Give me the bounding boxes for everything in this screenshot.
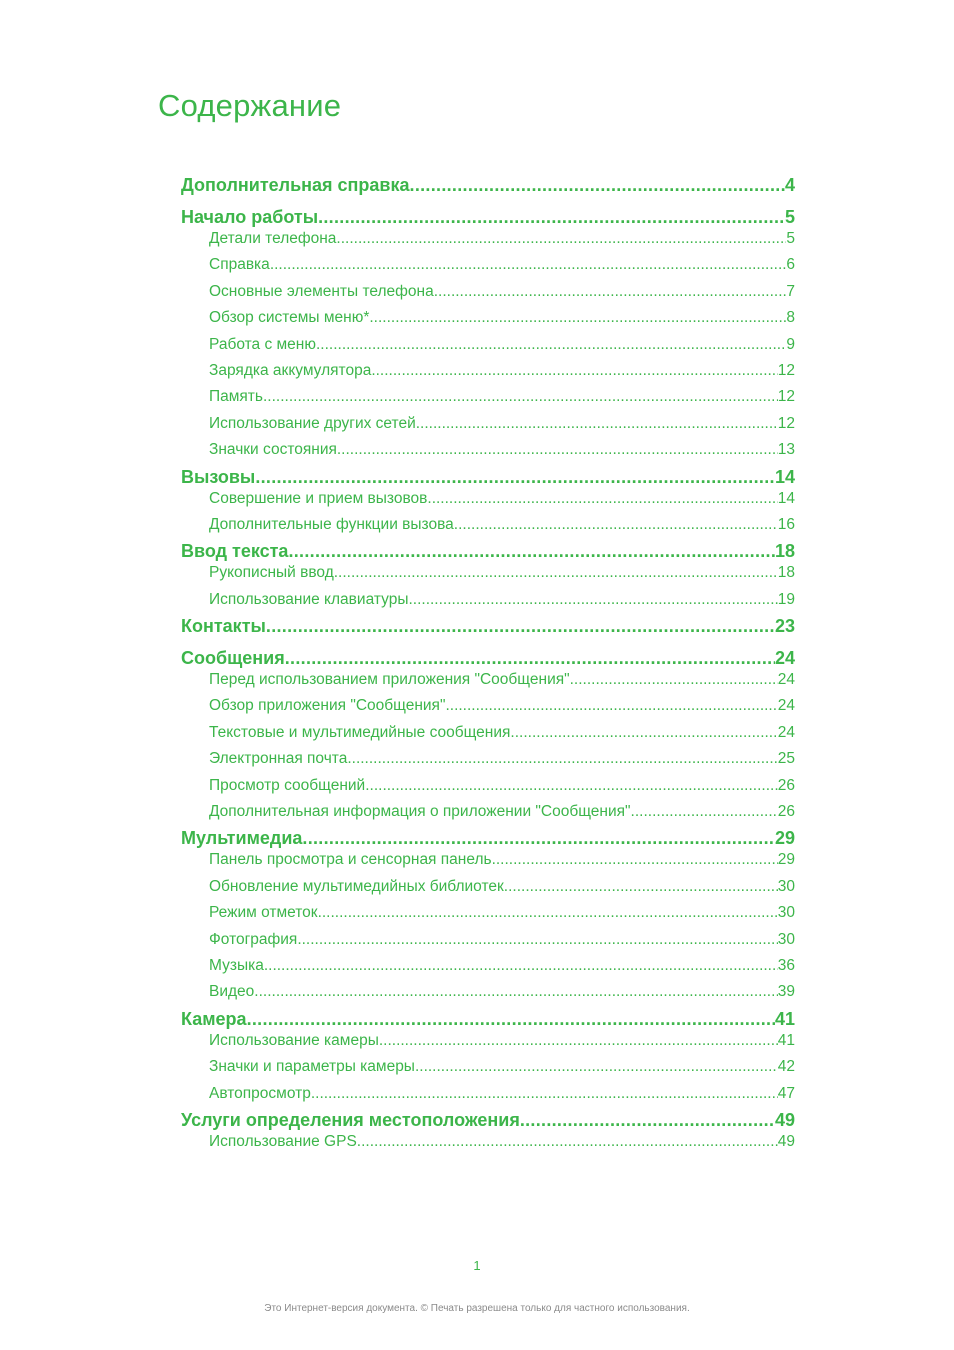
toc-subsection-page: 16 <box>777 515 795 533</box>
toc-subsection-page: 6 <box>786 256 795 274</box>
toc-subsection-title: Детали телефона <box>209 230 337 247</box>
toc-subsection-page: 12 <box>777 361 795 379</box>
toc-subsection-entry[interactable] <box>209 411 795 437</box>
toc-subsection-page: 9 <box>786 335 795 353</box>
toc-subsection-title: Использование клавиатуры <box>209 590 409 608</box>
toc-subsection-title: Использование других сетей <box>209 414 416 432</box>
toc-chapter-page: 29 <box>774 828 795 849</box>
toc-dot-leader <box>357 1129 778 1155</box>
toc-dot-leader <box>445 693 777 719</box>
toc-section <box>181 613 795 645</box>
toc-subsection-page: 36 <box>777 956 795 974</box>
toc-dot-leader <box>365 773 778 799</box>
toc-subsection-entry[interactable] <box>209 746 795 772</box>
toc-dot-leader <box>427 486 777 512</box>
toc-subsection-entry[interactable] <box>209 305 795 331</box>
toc-subsection-entry[interactable] <box>209 358 795 384</box>
toc-subsection-page: 30 <box>777 877 795 895</box>
toc-subsection-title: Панель просмотра и сенсорная панель <box>209 851 492 869</box>
toc-subsection-entry[interactable] <box>209 720 795 746</box>
toc-dot-leader <box>492 847 778 873</box>
toc-chapter-page: 49 <box>774 1109 795 1130</box>
toc-subsection-page: 25 <box>777 750 795 768</box>
toc-section <box>181 172 795 204</box>
toc-subsection-title: Видео <box>209 983 255 1001</box>
toc-subsection-entry[interactable] <box>209 799 795 825</box>
toc-subsection-entry[interactable] <box>209 1054 795 1080</box>
toc-subsection-title: Обзор системы меню* <box>209 309 370 327</box>
toc-dot-leader <box>337 437 778 463</box>
toc-subsection-title: Использование GPS <box>209 1132 357 1150</box>
toc-subsection-title: Просмотр сообщений <box>209 776 366 794</box>
toc-subsection-entry[interactable] <box>209 1028 795 1054</box>
toc-section <box>181 645 795 825</box>
toc-chapter-title: Дополнительная справка <box>181 175 410 195</box>
toc-chapter-page: 23 <box>774 616 795 637</box>
toc-dot-leader <box>369 305 786 331</box>
toc-subsection-page: 24 <box>777 723 795 741</box>
toc-subsection-page: 26 <box>777 776 795 794</box>
toc-subsection-title: Использование камеры <box>209 1031 379 1049</box>
toc-subsection-title: Электронная почта <box>209 750 348 768</box>
toc-subsection-title: Музыка <box>209 956 264 974</box>
toc-subsection-page: 8 <box>786 309 795 327</box>
toc-subsection-entry[interactable] <box>209 437 795 463</box>
toc-chapter-page: 14 <box>774 466 795 487</box>
page-number: 1 <box>473 1258 481 1273</box>
toc-subsection-page: 42 <box>777 1058 795 1076</box>
toc-subsection-title: Перед использованием приложения "Сообщения" <box>209 671 570 689</box>
toc-subsection-page: 13 <box>777 441 795 459</box>
toc-subsection-entry[interactable] <box>209 1081 795 1107</box>
toc-dot-leader <box>254 979 777 1005</box>
toc-dot-leader <box>434 279 787 305</box>
toc-subsection-entry[interactable] <box>209 667 795 693</box>
toc-chapter-page: 24 <box>774 648 795 669</box>
toc-section <box>181 538 795 613</box>
toc-subsection-entry[interactable] <box>209 693 795 719</box>
toc-chapter-page: 41 <box>774 1008 795 1029</box>
toc-subsection-title: Рукописный ввод <box>209 564 334 582</box>
toc-dot-leader <box>270 252 787 278</box>
toc-dot-leader <box>379 1028 778 1054</box>
toc-subsection-entry[interactable] <box>209 560 795 586</box>
toc-chapter-title: Начало работы <box>181 207 319 227</box>
toc-subsection-title: Работа с меню <box>209 335 316 353</box>
toc-chapter-title: Контакты <box>181 616 266 637</box>
toc-section <box>181 1107 795 1155</box>
toc-chapter-title: Камера <box>181 1008 247 1029</box>
toc-dot-leader <box>311 1081 778 1107</box>
toc-dot-leader <box>263 384 778 410</box>
toc-subsection-page: 19 <box>777 590 795 608</box>
toc-dot-leader <box>504 874 778 900</box>
toc-subsection-title: Зарядка аккумулятора <box>209 361 372 379</box>
toc-chapter-entry[interactable] <box>181 172 795 204</box>
toc-subsection-entry[interactable] <box>209 512 795 538</box>
toc-subsection-entry[interactable] <box>209 279 795 305</box>
toc-dot-leader <box>510 720 777 746</box>
toc-subsection-title: Режим отметок <box>209 904 318 922</box>
toc-subsection-entry[interactable] <box>209 847 795 873</box>
toc-subsection-entry[interactable] <box>209 1129 795 1155</box>
toc-chapter-entry[interactable] <box>181 613 795 645</box>
footer-note: Это Интернет-версия документа. © Печать разрешена только для частного использования. <box>264 1303 690 1314</box>
toc-chapter-title: Ввод текста <box>181 541 289 562</box>
toc-subsection-page: 41 <box>777 1031 795 1049</box>
toc-subsection-title: Дополнительная информация о приложении "Сообщения" <box>209 803 631 821</box>
toc-subsection-entry[interactable] <box>209 953 795 979</box>
toc-subsection-entry[interactable] <box>209 587 795 613</box>
toc-subsection-entry[interactable] <box>209 252 795 278</box>
toc-chapter-page: 4 <box>784 175 795 195</box>
toc-subsection-title: Обзор приложения "Сообщения" <box>209 697 446 715</box>
toc-subsection-page: 7 <box>786 282 795 300</box>
toc-dot-leader <box>316 332 786 358</box>
toc-subsection-entry[interactable] <box>209 979 795 1005</box>
toc-subsection-entry[interactable] <box>209 927 795 953</box>
toc-chapter-page: 5 <box>784 207 795 227</box>
toc-dot-leader <box>266 613 775 639</box>
toc-dot-leader <box>371 358 777 384</box>
toc-dot-leader <box>336 226 786 252</box>
toc-subsection-page: 18 <box>777 564 795 582</box>
toc-chapter-page: 18 <box>774 541 795 562</box>
toc-subsection-title: Фотография <box>209 930 298 948</box>
toc-subsection-entry[interactable] <box>209 332 795 358</box>
toc-dot-leader <box>454 512 778 538</box>
toc-subsection-title: Справка <box>209 256 270 274</box>
toc-subsection-entry[interactable] <box>209 900 795 926</box>
toc-subsection-page: 12 <box>777 388 795 406</box>
toc-subsection-title: Совершение и прием вызовов <box>209 489 428 507</box>
toc-section <box>181 1006 795 1107</box>
toc-dot-leader <box>570 667 778 693</box>
toc-subsection-page: 26 <box>777 803 795 821</box>
toc-subsection-entry[interactable] <box>209 384 795 410</box>
toc-section <box>181 204 795 464</box>
toc-chapter-title: Услуги определения местоположения <box>181 1109 520 1130</box>
toc-subsection-entry[interactable] <box>209 226 795 252</box>
table-of-contents <box>181 172 795 1155</box>
toc-section <box>181 464 795 539</box>
toc-subsection-title: Текстовые и мультимедийные сообщения <box>209 723 511 741</box>
toc-subsection-page: 30 <box>777 904 795 922</box>
toc-subsection-entry[interactable] <box>209 773 795 799</box>
toc-subsection-entry[interactable] <box>209 874 795 900</box>
toc-chapter-title: Мультимедиа <box>181 828 303 849</box>
toc-subsection-title: Значки состояния <box>209 441 337 459</box>
toc-subsection-page: 12 <box>777 414 795 432</box>
toc-subsection-page: 30 <box>777 930 795 948</box>
page-title: Содержание <box>158 88 342 123</box>
toc-subsection-page: 29 <box>777 851 795 869</box>
toc-dot-leader <box>631 799 778 825</box>
toc-subsection-page: 24 <box>777 671 795 689</box>
toc-subsection-title: Автопросмотр <box>209 1084 311 1102</box>
toc-dot-leader <box>408 587 777 613</box>
toc-dot-leader <box>347 746 777 772</box>
toc-dot-leader <box>297 927 777 953</box>
toc-dot-leader <box>415 1054 778 1080</box>
toc-subsection-page: 14 <box>777 489 795 507</box>
toc-chapter-title: Сообщения <box>181 648 285 669</box>
toc-section <box>181 825 795 1005</box>
toc-subsection-title: Обновление мультимедийных библиотек <box>209 877 504 895</box>
toc-subsection-title: Основные элементы телефона <box>209 282 434 300</box>
toc-dot-leader <box>410 172 785 198</box>
toc-subsection-page: 24 <box>777 697 795 715</box>
toc-subsection-title: Память <box>209 388 263 406</box>
toc-chapter-title: Вызовы <box>181 466 256 487</box>
toc-subsection-entry[interactable] <box>209 486 795 512</box>
toc-subsection-page: 49 <box>777 1132 795 1150</box>
toc-dot-leader <box>334 560 778 586</box>
toc-subsection-title: Значки и параметры камеры <box>209 1058 415 1076</box>
toc-subsection-page: 47 <box>777 1084 795 1102</box>
toc-subsection-title: Дополнительные функции вызова <box>209 515 454 533</box>
toc-dot-leader <box>318 900 778 926</box>
toc-subsection-page: 5 <box>786 230 795 247</box>
toc-dot-leader <box>416 411 778 437</box>
toc-subsection-page: 39 <box>777 983 795 1001</box>
toc-dot-leader <box>264 953 778 979</box>
